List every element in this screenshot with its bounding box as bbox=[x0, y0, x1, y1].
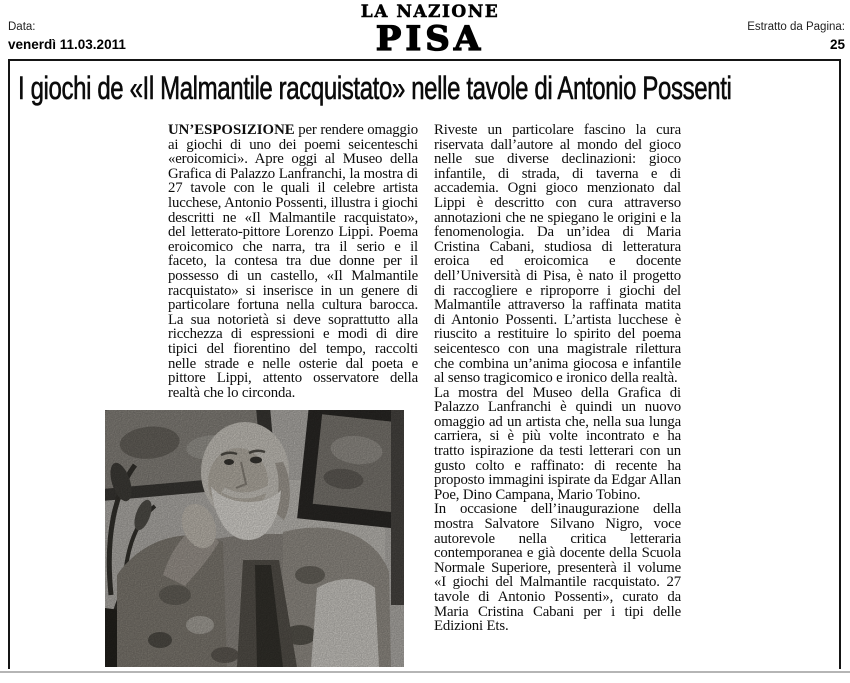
date-value: venerdì 11.03.2011 bbox=[8, 37, 126, 52]
scan-bottom-rule bbox=[0, 671, 850, 673]
paragraph-2: Riveste un particolare fascino la cura riservata dall’autore al mondo del gioco nelle sue diverse declinazioni: gioco infantile, di strada, di taverna e di accademia. Ogni gioco menzionato dal Lippi è descritto con cura attraverso annotazioni che ne spiegano le origini e la fenomenologia. Da un’idea di Maria Cristina Cabani, studiosa di letteratura eroica ed eroicomica e docente dell’Università di Pisa, è nato il progetto di raccogliere e riproporre i giochi del Malmantile attraverso la raffinata matita di Antonio Possenti. L’artista lucchese è riuscito a restituire lo spirito del poema seicentesco con una magistrale rilettura che combina un’anima giocosa e infantile al senso tragicomico e ironico della realtà. bbox=[434, 122, 681, 387]
masthead-city: PISA bbox=[375, 19, 485, 59]
paragraph-lead bbox=[168, 123, 418, 400]
paragraph-4: In occasione dell’inaugurazione della mostra Salvatore Silvano Nigro, voce autorevole nella critica letteraria contemporanea e già docente della Scuola Normale Superiore, presenterà il volume «I giochi del Malmantile racquistato. 27 tavole di Antonio Possenti», curato da Maria Cristina Cabani per i tipi delle Edizioni Ets. bbox=[434, 501, 681, 635]
article-box bbox=[8, 59, 841, 669]
page-extract-label: Estratto da Pagina: bbox=[747, 21, 845, 33]
article-column-left bbox=[168, 123, 418, 400]
possenti-photo-illustration bbox=[105, 410, 404, 667]
article-headline: I giochi de «Il Malmantile racquistato» nelle tavole di Antonio Possenti bbox=[18, 70, 732, 106]
date-label: Data: bbox=[8, 21, 36, 33]
page-number: 25 bbox=[829, 37, 845, 52]
paragraph-3: La mostra del Museo della Grafica di Palazzo Lanfranchi è quindi un nuovo omaggio ad un artista che, nella sua lunga carriera, si è più volte incontrato e ha tratto ispirazione da testi letterari con un gusto colto e raffinato: di recente ha proposto immagini ispirate da Edgar Allan Poe, Dino Campana, Mario Tobino. bbox=[434, 384, 681, 503]
masthead bbox=[275, 2, 585, 59]
article-column-right bbox=[434, 123, 681, 634]
article-photo bbox=[105, 410, 404, 667]
lead-word: UN’ESPOSIZIONE bbox=[168, 122, 295, 138]
masthead-title: LA NAZIONE bbox=[360, 2, 500, 22]
lead-rest: per rendere omaggio ai giochi di uno dei poemi seicenteschi «eroicomici». Apre oggi al Museo della Grafica di Palazzo Lanfranchi, la mostra di 27 tavole con le quali il celebre artista lucchese, Antonio Possenti, illustra i giochi descritti ne «Il Malmantile racquistato», del letterato-pittore Lorenzo Lippi. Poema eroicomico che narra, tra il serio e il faceto, la contesa tra due donne per il possesso di un castello, «Il Malmantile racquistato» si inserisce in un genere di particolare fortuna nella cultura barocca. La sua notorietà si deve soprattutto alla ricchezza di espressioni e modi di dire tipici del fiorentino del tempo, raccolti nelle strade e nelle osterie dal poeta e pittore Lippi, attento osservatore della realtà che lo circonda. bbox=[168, 122, 418, 401]
